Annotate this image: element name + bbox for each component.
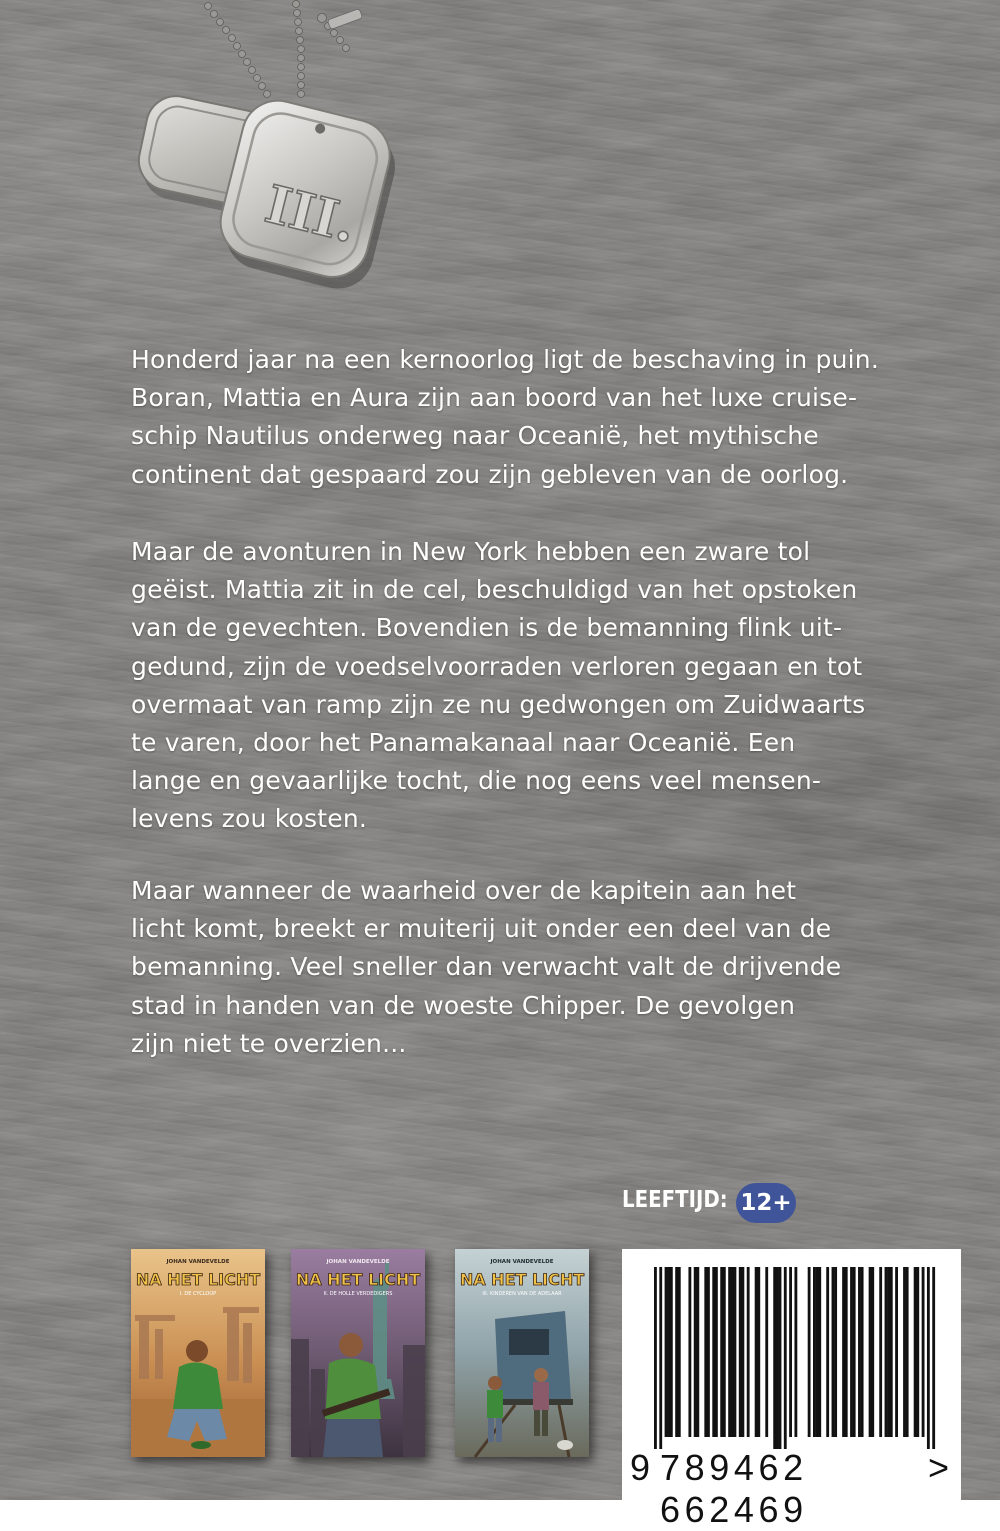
barcode-bar [755,1267,758,1437]
barcode-bar [813,1267,816,1437]
barcode-bars [632,1267,952,1449]
barcode-bar [890,1267,893,1437]
ball-chain [205,1,350,98]
series-book-3-cover [455,1249,589,1457]
series-book-2-cover [291,1249,425,1457]
barcode-bar [906,1267,909,1437]
isbn-quiet-zone-marker: > [928,1447,950,1488]
isbn-lead-digit: 9 [630,1447,651,1488]
barcode-bar [773,1267,776,1449]
barcode-bar [731,1267,734,1437]
barcode-bar [789,1267,792,1437]
barcode-bar [871,1267,874,1437]
blurb-paragraph-1 [131,341,961,494]
book-subtitle: II. DE HOLLE VERDEDIGERS [323,1291,393,1297]
book-subtitle: III. KINDEREN VAN DE ADELAAR [482,1291,562,1297]
barcode-bar [885,1267,888,1437]
book-title: NA HET LICHT [459,1270,585,1289]
book-author: JOHAN VANDEVELDE [166,1259,230,1265]
barcode-bar [667,1267,670,1437]
barcode-bar [903,1267,906,1437]
barcode-bar [728,1267,731,1437]
barcode-bar [747,1267,750,1437]
barcode-bar [659,1267,662,1449]
blurb-paragraph-2 [131,533,961,839]
barcode-bar [816,1267,819,1437]
blurb-line: lange en gevaarlijke tocht, die nog eens veel mensen- [131,766,822,796]
age-label: LEEFTIJD: [622,1187,728,1213]
barcode-bar [670,1267,673,1437]
blurb-line: zijn niet te overzien... [131,1028,407,1058]
barcode-bar [715,1267,718,1437]
barcode-bar [712,1267,715,1437]
isbn-number [622,1447,961,1530]
barcode-bar [741,1267,744,1437]
tag-numeral: III. [259,173,363,255]
barcode-bar [665,1267,668,1437]
series-book-1-cover [131,1249,265,1457]
barcode-bar [765,1267,768,1437]
barcode-bar [808,1267,811,1437]
barcode-bar [720,1267,723,1437]
barcode-bar [696,1267,699,1437]
barcode-bar [887,1267,890,1437]
blurb-line: bemanning. Veel sneller dan verwacht valt de drijvende [131,952,842,982]
barcode-bar [784,1267,787,1449]
barcode-bar [895,1267,898,1437]
barcode-bar [776,1267,779,1449]
barcode-bar [654,1267,657,1449]
blurb-line: van de gevechten. Bovendien is de bemanning flink uit- [131,613,843,643]
blurb-line: te varen, door het Panamakanaal naar Oceanië. Een [131,728,796,758]
barcode-bar [707,1267,710,1437]
isbn-barcode [622,1249,961,1530]
blurb-line: Honderd jaar na een kernoorlog ligt de beschaving in puin. [131,345,879,374]
blurb-line: schip Nautilus onderweg naar Oceanië, het mythische [131,421,819,451]
barcode-bar [834,1267,837,1437]
isbn-digits: 789462 662469 [660,1447,808,1530]
blurb-line: Boran, Mattia en Aura zijn aan boord van het luxe cruise- [131,383,858,413]
barcode-bar [818,1267,821,1437]
barcode-bar [850,1267,853,1437]
barcode-bar [832,1267,835,1437]
barcode-bar [739,1267,742,1437]
book-author: JOHAN VANDEVELDE [490,1259,554,1265]
barcode-bar [826,1267,829,1437]
barcode-bar [932,1267,935,1449]
barcode-bar [922,1267,925,1437]
barcode-bar [845,1267,848,1437]
barcode-bar [678,1267,681,1437]
barcode-bar [842,1267,845,1437]
book-author: JOHAN VANDEVELDE [326,1259,390,1265]
barcode-bar [757,1267,760,1437]
book-title: NA HET LICHT [295,1270,421,1289]
age-badge: 12+ [736,1183,796,1223]
barcode-bar [916,1267,919,1437]
blurb-line: continent dat gespaard zou zijn gebleven van de oorlog. [131,459,849,489]
blurb-line: gedund, zijn de voedselvoorraden verloren gegaan en tot [131,651,863,681]
barcode-bar [675,1267,678,1437]
barcode-bar [861,1267,864,1437]
barcode-bar [853,1267,856,1437]
book-subtitle: I. DE CYCLOOP [179,1291,217,1297]
blurb-line: Maar de avonturen in New York hebben een zware tol [131,537,811,566]
barcode-bar [694,1267,697,1437]
barcode-bar [723,1267,726,1437]
blurb-line: overmaat van ramp zijn ze nu gedwongen om Zuidwaarts [131,689,866,719]
book-title: NA HET LICHT [135,1270,261,1289]
blurb-line: levens zou kosten. [131,804,368,834]
blurb-line: stad in handen van de woeste Chipper. De gevolgen [131,990,796,1020]
barcode-bar [914,1267,917,1437]
barcode-bar [927,1267,930,1449]
blurb-line: Maar wanneer de waarheid over de kapitein aan het [131,876,797,905]
barcode-bar [858,1267,861,1437]
blurb-line: geëist. Mattia zit in de cel, beschuldigd van het opstoken [131,575,858,605]
barcode-bar [734,1267,737,1437]
blurb-line: licht komt, breekt er muiterij uit onder een deel van de [131,914,832,944]
blurb-paragraph-3 [131,872,961,1063]
barcode-bar [794,1267,797,1437]
dog-tags-illustration [100,0,400,310]
barcode-bar [869,1267,872,1437]
barcode-bar [688,1267,691,1437]
barcode-bar [779,1267,782,1449]
barcode-bar [879,1267,882,1437]
barcode-bar [704,1267,707,1437]
